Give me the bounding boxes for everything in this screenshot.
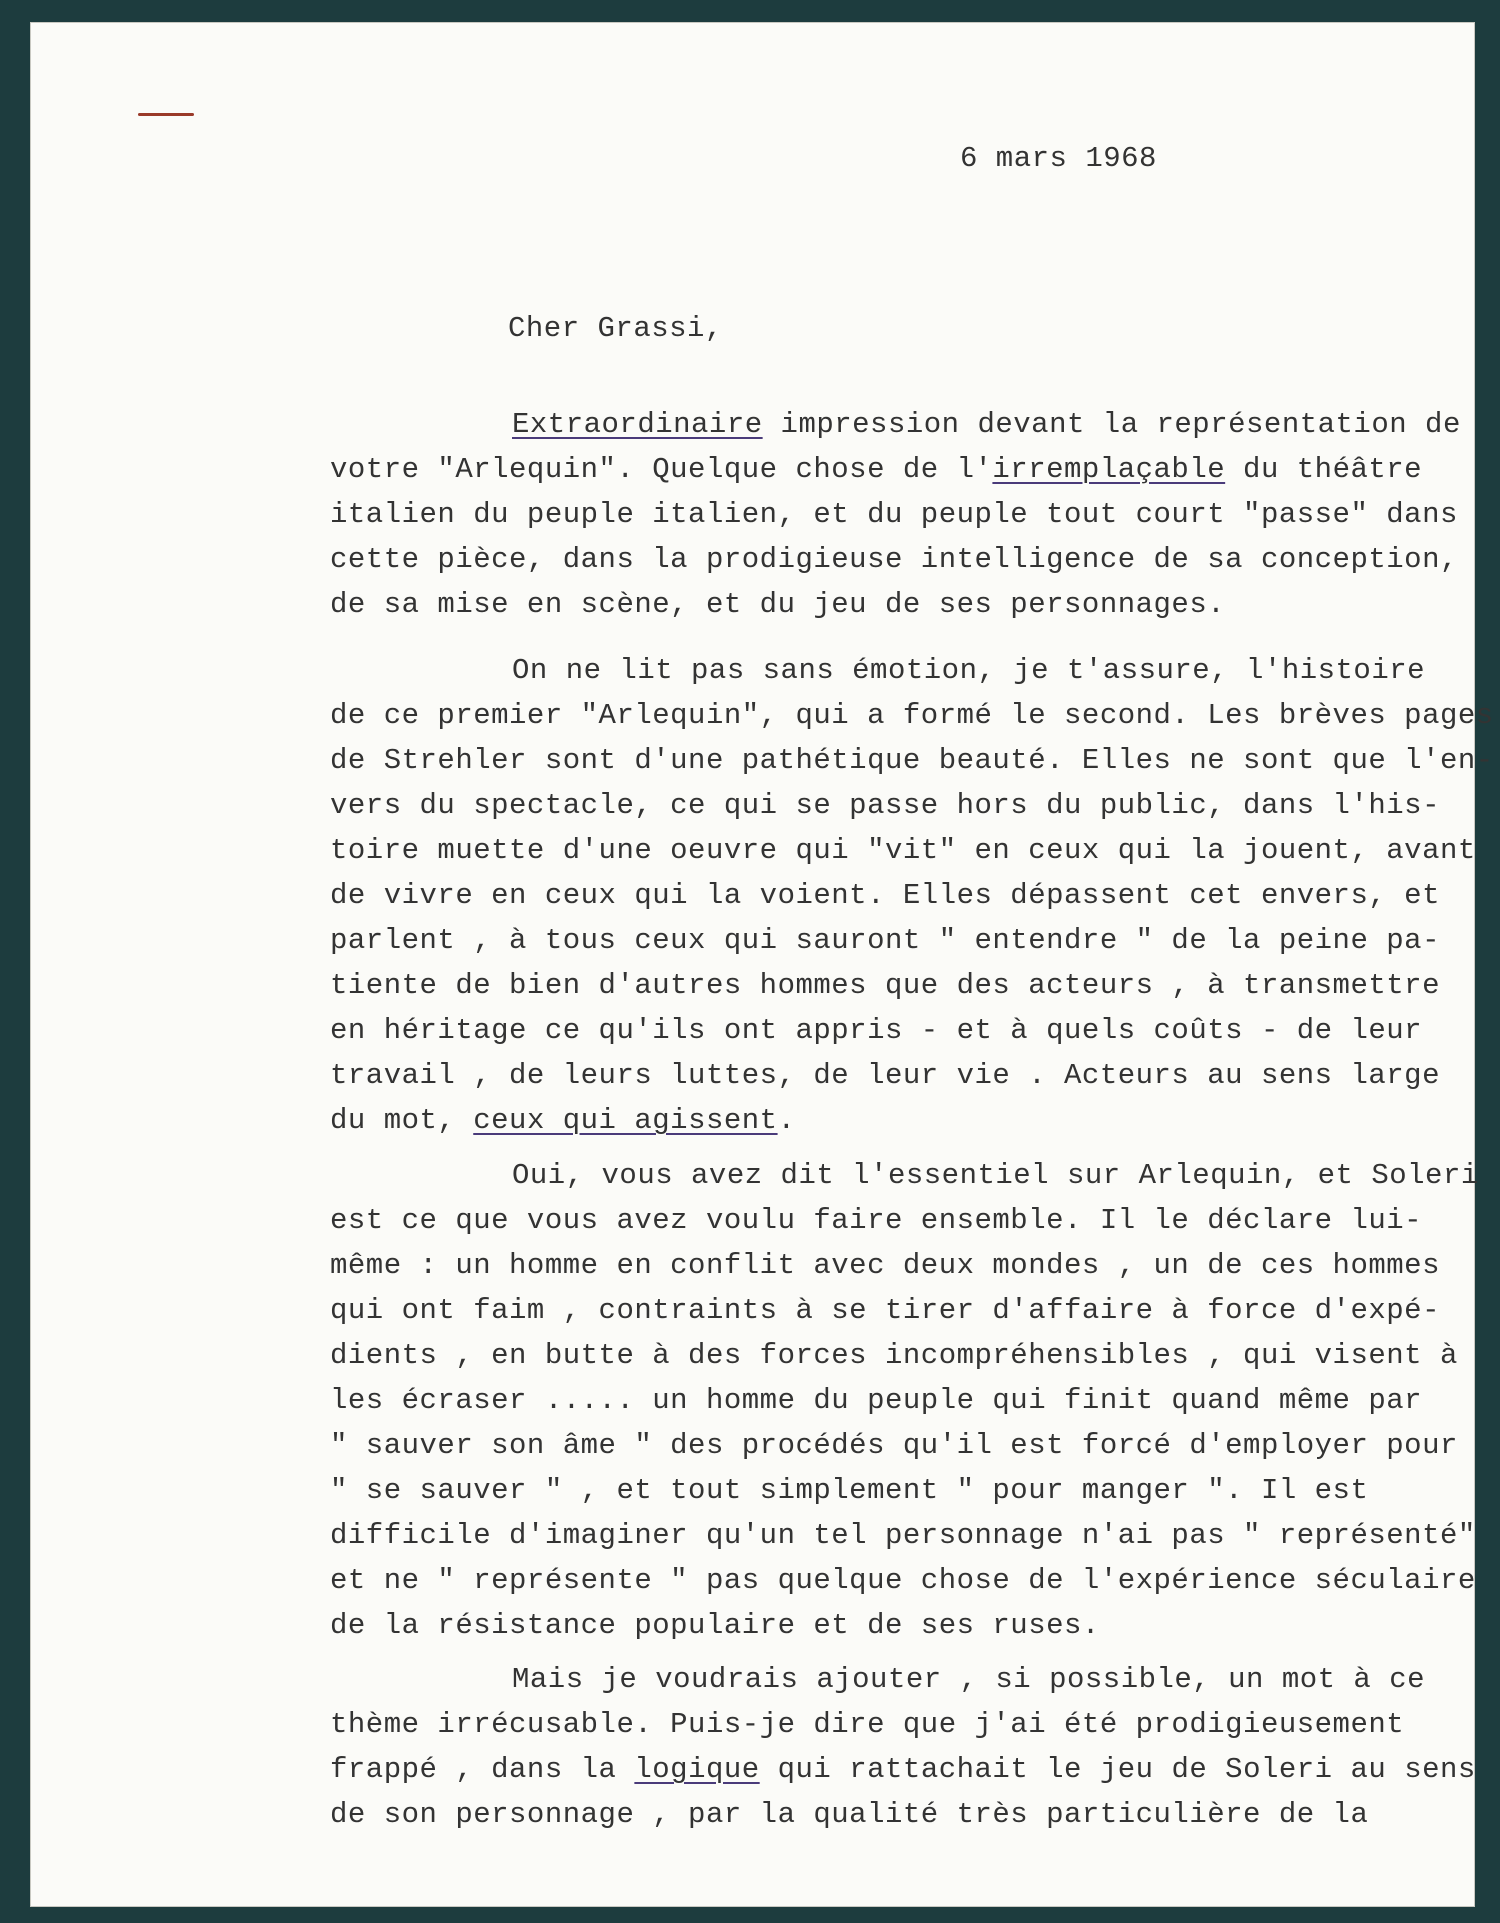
letter-page — [30, 22, 1494, 1907]
text-line: de ce premier "Arlequin", qui a formé le second. Les brèves pages — [330, 699, 1494, 732]
text-line — [330, 1098, 1500, 1143]
text-line: de Strehler sont d'une pathétique beauté. Elles ne sont que l'en- — [330, 744, 1494, 777]
text-line: Mais je voudrais ajouter , si possible, un mot à ce — [512, 1663, 1426, 1696]
text-line: thème irrécusable. Puis-je dire que j'ai été prodigieusement — [330, 1708, 1405, 1741]
paragraph-3 — [330, 1153, 1500, 1648]
text-span: du mot, — [330, 1104, 474, 1137]
text-line — [330, 402, 1500, 447]
text-line: qui ont faim , contraints à se tirer d'affaire à force d'expé- — [330, 1294, 1440, 1327]
text-span: frappé , dans la — [330, 1753, 635, 1786]
text-span: . — [777, 1104, 796, 1137]
text-line: toire muette d'une oeuvre qui "vit" en ceux qui la jouent, avant — [330, 834, 1476, 867]
text-line: tiente de bien d'autres hommes que des acteurs , à transmettre — [330, 969, 1440, 1002]
letter-date: 6 mars 1968 — [960, 142, 1157, 175]
paragraph-4 — [330, 1657, 1500, 1837]
underlined-word: Extraordinaire — [512, 408, 763, 441]
text-line — [330, 447, 1500, 492]
text-line: cette pièce, dans la prodigieuse intelligence de sa conception, — [330, 543, 1458, 576]
paragraph-1 — [330, 402, 1500, 627]
letter-body — [30, 22, 1494, 1907]
text-span: votre "Arlequin". Quelque chose de l' — [330, 453, 993, 486]
text-line: italien du peuple italien, et du peuple tout court "passe" dans — [330, 498, 1458, 531]
text-span: impression devant la représentation de — [762, 408, 1461, 441]
text-span: du théâtre — [1225, 453, 1423, 486]
text-line: de son personnage , par la qualité très particulière de la — [330, 1798, 1369, 1831]
text-line: travail , de leurs luttes, de leur vie . Acteurs au sens large — [330, 1059, 1440, 1092]
text-line: et ne " représente " pas quelque chose de l'expérience séculaire — [330, 1564, 1476, 1597]
text-line — [330, 1747, 1500, 1792]
text-line: difficile d'imaginer qu'un tel personnage n'ai pas " représenté" — [330, 1519, 1476, 1552]
paragraph-2 — [330, 648, 1500, 1143]
text-line: de sa mise en scène, et du jeu de ses personnages. — [330, 588, 1226, 621]
underlined-word: irremplaçable — [992, 453, 1226, 486]
text-line: de la résistance populaire et de ses ruses. — [330, 1609, 1100, 1642]
text-line: vers du spectacle, ce qui se passe hors du public, dans l'his- — [330, 789, 1440, 822]
text-line: les écraser ..... un homme du peuple qui finit quand même par — [330, 1384, 1423, 1417]
text-line: dients , en butte à des forces incompréhensibles , qui visent à — [330, 1339, 1458, 1372]
underlined-phrase: ceux qui agissent — [473, 1104, 778, 1137]
text-line: de vivre en ceux qui la voient. Elles dépassent cet envers, et — [330, 879, 1440, 912]
text-line: On ne lit pas sans émotion, je t'assure, l'histoire — [512, 654, 1426, 687]
salutation: Cher Grassi, — [508, 312, 723, 345]
text-line: Oui, vous avez dit l'essentiel sur Arlequin, et Soleri — [512, 1159, 1479, 1192]
text-line: " se sauver " , et tout simplement " pour manger ". Il est — [330, 1474, 1369, 1507]
text-line: même : un homme en conflit avec deux mondes , un de ces hommes — [330, 1249, 1440, 1282]
text-span: qui rattachait le jeu de Soleri au sens — [759, 1753, 1476, 1786]
text-line: est ce que vous avez voulu faire ensemble. Il le déclare lui- — [330, 1204, 1423, 1237]
text-line: parlent , à tous ceux qui sauront " entendre " de la peine pa- — [330, 924, 1440, 957]
text-line: " sauver son âme " des procédés qu'il est forcé d'employer pour — [330, 1429, 1458, 1462]
underlined-word: logique — [634, 1753, 760, 1786]
text-line: en héritage ce qu'ils ont appris - et à quels coûts - de leur — [330, 1014, 1423, 1047]
